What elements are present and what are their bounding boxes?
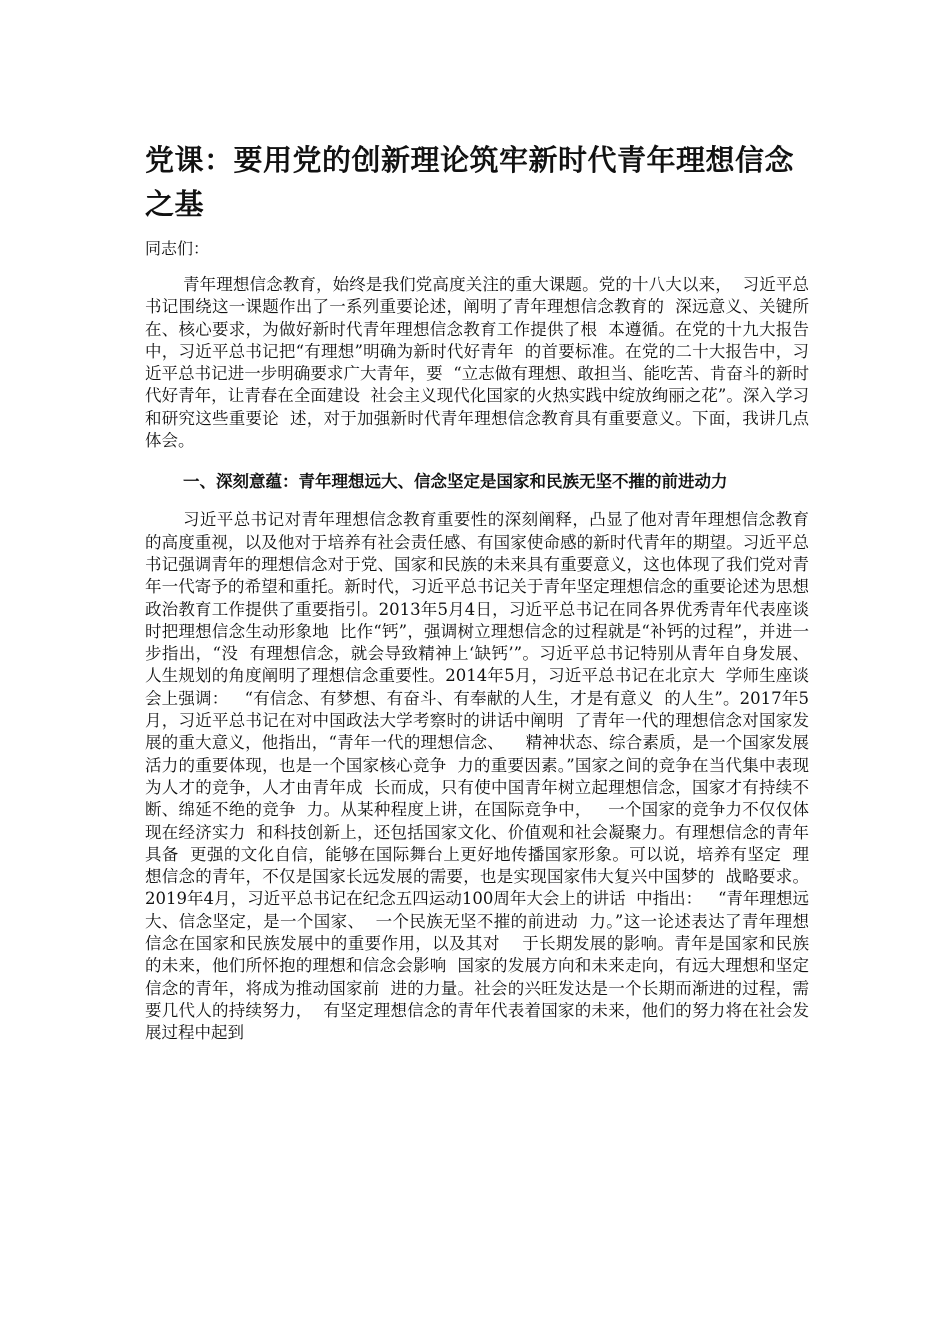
section-heading: 一、深刻意蕴：青年理想远大、信念坚定是国家和民族无坚不摧的前进动力	[182, 472, 728, 492]
document-title: 党课：要用党的创新理论筑牢新时代青年理想信念之基	[145, 143, 795, 221]
salutation: 同志们：	[145, 239, 210, 258]
section-paragraph: 习近平总书记对青年理想信念教育重要性的深刻阐释，凸显了他对青年理想信念教育的高度重视，以及他对于培养有社会责任感、有国家使命感的新时代青年的期望。习近平总书记强调青年的理想信念对于党、国家和民族的未来具有重要意义，这也体现了我们党对青年一代寄予的希望和重托。新时代，习近平总书记关于青年坚定理想信念的重要论述为思想政治教育工作提供了重要指引。2013年5月4日，习近平总书记在同各界优秀青年代表座谈时把理想信念生动形象地 比作“钙”，强调树立理想信念的过程就是“补钙的过程”，并进一步指出，“没 有理想信念，就会导致精神上‘缺钙’”。习近平总书记特别从青年自身发展、 人生规划的角度阐明了理想信念重要性。2014年5月，习近平总书记在北京大 学师生座谈会上强调： “有信念、有梦想、有奋斗、有奉献的人生，才是有意义 的人生”。2017年5月，习近平总书记在对中国政法大学考察时的讲话中阐明 了青年一代的理想信念对国家发展的重大意义，他指出，“青年一代的理想信念、 精神状态、综合素质，是一个国家发展活力的重要体现，也是一个国家核心竞争 力的重要因素。”国家之间的竞争在当代集中表现为人才的竞争，人才由青年成 长而成，只有使中国青年树立起理想信念，国家才有持续不断、绵延不绝的竞争 力。从某种程度上讲，在国际竞争中， 一个国家的竞争力不仅仅体现在经济实力 和科技创新上，还包括国家文化、价值观和社会凝聚力。有理想信念的青年具备 更强的文化自信，能够在国际舞台上更好地传播国家形象。可以说，培养有坚定 理想信念的青年，不仅是国家长远发展的需要，也是实现国家伟大复兴中国梦的 战略要求。2019年4月，习近平总书记在纪念五四运动100周年大会上的讲话 中指出： “青年理想远大、信念坚定，是一个国家、 一个民族无坚不摧的前进动 力。”这一论述表达了青年理想信念在国家和民族发展中的重要作用，以及其对 于长期发展的影响。青年是国家和民族的未来，他们所怀抱的理想和信念会影响 国家的发展方向和未来走向，有远大理想和坚定信念的青年，将成为推动国家前 进的力量。社会的兴旺发达是一个长期而渐进的过程，需要几代人的持续努力， 有坚定理想信念的青年代表着国家的未来，他们的努力将在社会发展过程中起到	[145, 510, 820, 1043]
document-page	[145, 138, 820, 1045]
intro-paragraph: 青年理想信念教育，始终是我们党高度关注的重大课题。党的十八大以来， 习近平总书记围绕这一课题作出了一系列重要论述，阐明了青年理想信念教育的 深远意义、关键所在、核心要求，为做好新时代青年理想信念教育工作提供了根 本遵循。在党的十九大报告中，习近平总书记把“有理想”明确为新时代好青年 的首要标准。在党的二十大报告中，习近平总书记进一步明确要求广大青年，要 “立志做有理想、敢担当、能吃苦、肯奋斗的新时代好青年，让青春在全面建设 社会主义现代化国家的火热实践中绽放绚丽之花”。深入学习和研究这些重要论 述，对于加强新时代青年理想信念教育具有重要意义。下面，我讲几点体会。	[145, 275, 809, 451]
